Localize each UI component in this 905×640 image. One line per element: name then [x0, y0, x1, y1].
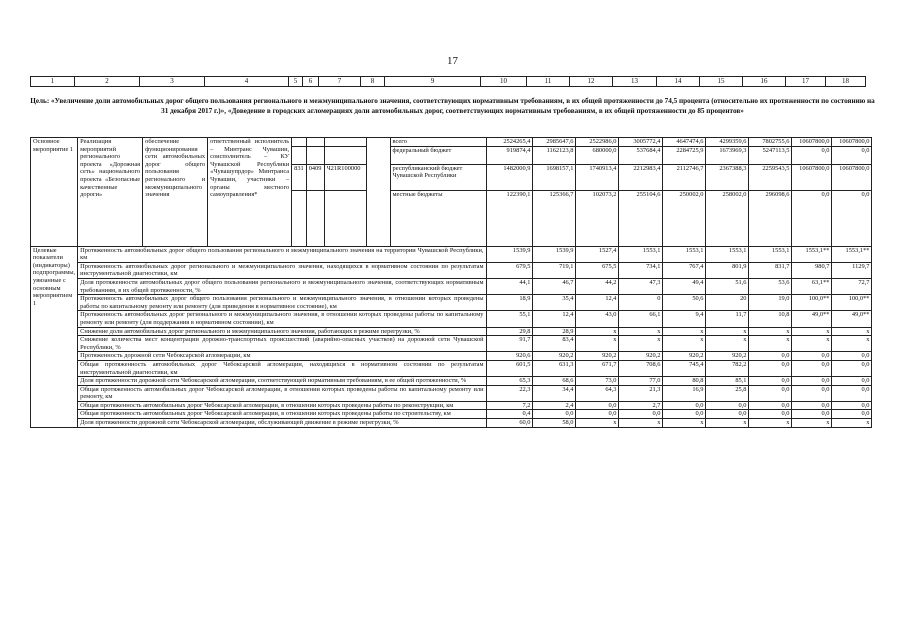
indicator-value: х — [831, 419, 871, 428]
indicator-value: 18,9 — [486, 295, 532, 311]
value-cell: 5247113,5 — [748, 146, 791, 164]
program-table — [30, 137, 872, 428]
indicator-value: х — [575, 327, 618, 336]
indicator-value: х — [575, 419, 618, 428]
indicator-value: 0,0 — [705, 401, 748, 410]
indicator-value: 68,6 — [532, 377, 575, 386]
indicator-value: 100,0** — [831, 295, 871, 311]
column-number: 17 — [786, 77, 826, 87]
section-code-empty — [306, 146, 324, 164]
indicator-value: 0,0 — [748, 360, 791, 376]
indicator-value: 0,0 — [748, 410, 791, 419]
indicator-value: 0,0 — [831, 377, 871, 386]
goal-text: Цель: «Увеличение доли автомобильных дорог общего пользования регионального и межмуниципального значения, соответствующих нормативным требованиям, в их общей протяженности до 74,5 процента (относительно их протяженности по состоянию на 31 декабря 2017 г.)», «Доведение в городских агломерациях доли автомобильных дорог, соответствующих нормативным требованиям, в их общей протяженности до 85 процентов» — [30, 97, 875, 115]
indicator-value: 73,0 — [575, 377, 618, 386]
indicator-value: 1553,1 — [618, 246, 662, 262]
column-number: 6 — [303, 77, 319, 87]
indicator-value: 44,1 — [486, 278, 532, 294]
value-cell: 2524265,4 — [486, 138, 532, 147]
indicator-value: 920,2 — [705, 352, 748, 361]
column-number: 2 — [75, 77, 140, 87]
indicator-value: 43,0 — [575, 311, 618, 327]
indicator-value: 34,4 — [532, 385, 575, 401]
indicator-name: Общая протяженность автомобильных дорог Чебоксарской агломерации, в отношении которых проведены работы по капитальному ремонту или ремонту, км — [78, 385, 486, 401]
indicator-value: 9,4 — [662, 311, 705, 327]
indicator-row — [31, 311, 872, 327]
value-cell: 919874,4 — [486, 146, 532, 164]
indicator-value: х — [618, 327, 662, 336]
indicator-value: 920,2 — [532, 352, 575, 361]
indicator-value: 10,8 — [748, 311, 791, 327]
indicator-value: 35,4 — [532, 295, 575, 311]
value-cell: 2985647,6 — [532, 138, 575, 147]
indicator-value: 64,3 — [575, 385, 618, 401]
indicator-value: х — [705, 419, 748, 428]
indicator-value: 831,7 — [748, 262, 791, 278]
indicator-value: 0,0 — [575, 410, 618, 419]
indicator-value: 0,0 — [791, 377, 831, 386]
value-cell: 4299359,6 — [705, 138, 748, 147]
section-code: 0409 — [306, 164, 324, 190]
indicator-row — [31, 410, 872, 419]
value-cell: 10607800,0 — [791, 164, 831, 190]
indicator-value: 16,9 — [662, 385, 705, 401]
indicator-value: 1539,9 — [532, 246, 575, 262]
indicator-row — [31, 419, 872, 428]
indicator-value: 12,4 — [575, 295, 618, 311]
indicator-value: 0,0 — [831, 401, 871, 410]
indicator-value: 980,7 — [791, 262, 831, 278]
indicator-value: 21,3 — [618, 385, 662, 401]
indicator-value: 1539,9 — [486, 246, 532, 262]
indicator-value: 72,7 — [831, 278, 871, 294]
indicator-value: 1553,1** — [791, 246, 831, 262]
indicator-value: х — [791, 327, 831, 336]
indicator-row — [31, 327, 872, 336]
indicator-value: х — [618, 419, 662, 428]
grbs-code: 831 — [292, 164, 307, 190]
indicator-value: 745,4 — [662, 360, 705, 376]
column-number-row — [30, 76, 866, 87]
funding-source: местные бюджеты — [390, 190, 486, 246]
funding-row — [31, 138, 872, 147]
value-cell: 10607800,0 — [791, 138, 831, 147]
column-number: 5 — [289, 77, 303, 87]
indicator-name: Протяженность автомобильных дорог общего пользования регионального и межмуниципального значения, в отношении которых проведены работы по капитальному ремонту или ремонту (для приведения в нормативное состояние), км — [78, 295, 486, 311]
expense-type — [366, 138, 390, 247]
indicator-value: 44,2 — [575, 278, 618, 294]
indicator-value: 679,5 — [486, 262, 532, 278]
indicator-value: 0,0 — [791, 385, 831, 401]
indicator-value: 0,0 — [748, 377, 791, 386]
target-article-empty — [324, 190, 366, 246]
value-cell: 1740913,4 — [575, 164, 618, 190]
indicator-row — [31, 401, 872, 410]
indicator-name: Снижение доли автомобильных дорог регионального и межмуниципального значения, работающих в режиме перегрузки, % — [78, 327, 486, 336]
column-number: 9 — [385, 77, 481, 87]
indicator-value: 2,7 — [618, 401, 662, 410]
indicator-value: 1553,1 — [662, 246, 705, 262]
value-cell: 102073,2 — [575, 190, 618, 246]
indicator-row — [31, 262, 872, 278]
indicator-value: 51,6 — [705, 278, 748, 294]
value-cell: 122390,1 — [486, 190, 532, 246]
event-name: Реализация мероприятий регионального проекта «Дорожная сеть» национального проекта «Безопасные качественные дороги» — [78, 138, 143, 247]
column-number: 15 — [700, 77, 743, 87]
indicator-name: Доля протяженности дорожной сети Чебоксарской агломерации, обслуживающей движение в режиме перегрузки, % — [78, 419, 486, 428]
indicator-value: 12,4 — [532, 311, 575, 327]
value-cell: 2212983,4 — [618, 164, 662, 190]
page-number: 17 — [447, 55, 458, 67]
indicator-value: 0,0 — [532, 410, 575, 419]
indicator-value: 0,0 — [748, 401, 791, 410]
value-cell: 125366,7 — [532, 190, 575, 246]
column-number: 11 — [527, 77, 570, 87]
indicator-name: Общая протяженность автомобильных дорог Чебоксарской агломерации, в отношении которых проведены работы по реконструкции, км — [78, 401, 486, 410]
indicator-value: 0,0 — [831, 360, 871, 376]
indicator-value: 49,0** — [791, 311, 831, 327]
indicator-value: 11,7 — [705, 311, 748, 327]
value-cell: 4647474,6 — [662, 138, 705, 147]
indicator-value: 601,5 — [486, 360, 532, 376]
indicator-value: 60,0 — [486, 419, 532, 428]
indicator-row — [31, 352, 872, 361]
indicator-value: 1553,1** — [831, 246, 871, 262]
indicator-value: 0 — [618, 295, 662, 311]
value-cell: 0,0 — [831, 190, 871, 246]
indicator-value: 55,1 — [486, 311, 532, 327]
indicator-value: 0,0 — [662, 401, 705, 410]
section-code-empty — [306, 138, 324, 147]
indicator-value: 0,0 — [662, 410, 705, 419]
indicator-value: 767,4 — [662, 262, 705, 278]
indicator-value: 19,0 — [748, 295, 791, 311]
indicator-value: 0,0 — [791, 401, 831, 410]
value-cell: 258002,0 — [705, 190, 748, 246]
indicator-value: 80,8 — [662, 377, 705, 386]
indicator-value: 29,8 — [486, 327, 532, 336]
column-number: 8 — [361, 77, 385, 87]
indicator-value: 920,2 — [618, 352, 662, 361]
indicator-value: х — [748, 419, 791, 428]
indicator-value: 49,4 — [662, 278, 705, 294]
indicator-value: 782,2 — [705, 360, 748, 376]
indicator-value: 49,0** — [831, 311, 871, 327]
column-number: 12 — [570, 77, 613, 87]
value-cell: 1162123,8 — [532, 146, 575, 164]
indicator-row — [31, 246, 872, 262]
indicator-value: 0,0 — [618, 410, 662, 419]
indicator-value: х — [618, 336, 662, 352]
indicator-name: Общая протяженность автомобильных дорог Чебоксарской агломерации, в отношении которых проведены работы по строительству, км — [78, 410, 486, 419]
column-number: 3 — [140, 77, 205, 87]
column-number: 10 — [481, 77, 527, 87]
indicator-name: Протяженность автомобильных дорог общего пользования регионального и межмуниципального значения на территории Чувашской Республики, км — [78, 246, 486, 262]
target-article: Ч21R100000 — [324, 164, 366, 190]
indicator-value: х — [748, 327, 791, 336]
value-cell: 2259543,5 — [748, 164, 791, 190]
value-cell: 1482000,9 — [486, 164, 532, 190]
indicator-value: х — [662, 327, 705, 336]
indicator-value: х — [662, 336, 705, 352]
column-number: 7 — [319, 77, 361, 87]
indicator-value: 77,0 — [618, 377, 662, 386]
indicator-value: 0,0 — [705, 410, 748, 419]
targets-label: Целевые показатели (индикаторы) подпрограммы, увязанные с основным мероприятием 1 — [31, 246, 78, 427]
indicator-value: 920,2 — [575, 352, 618, 361]
indicator-value: 46,7 — [532, 278, 575, 294]
column-number: 18 — [826, 77, 866, 87]
indicator-value: х — [575, 336, 618, 352]
indicator-value: 28,9 — [532, 327, 575, 336]
column-number: 13 — [613, 77, 657, 87]
indicator-name: Снижение количества мест концентрации дорожно-транспортных происшествий (аварийно-опасных участков) на дорожной сети Чувашской Республики, % — [78, 336, 486, 352]
indicator-value: х — [705, 327, 748, 336]
indicator-name: Протяженность дорожной сети Чебоксарской агломерации, км — [78, 352, 486, 361]
value-cell: 2112746,7 — [662, 164, 705, 190]
indicator-row — [31, 336, 872, 352]
funding-source: всего — [390, 138, 486, 147]
funding-source: республиканский бюджет Чувашской Республики — [390, 164, 486, 190]
value-cell: 0,0 — [791, 146, 831, 164]
value-cell: 1698157,1 — [532, 164, 575, 190]
indicator-value: 2,4 — [532, 401, 575, 410]
event-executors: ответственный исполнитель – Минтранс Чувашии, соисполнитель – КУ Чувашской Республики «Чувашупрдор» Минтранса Чувашии, участники – органы местного самоуправления* — [208, 138, 292, 247]
indicator-value: 1527,4 — [575, 246, 618, 262]
value-cell: 2367388,3 — [705, 164, 748, 190]
indicator-value: х — [791, 419, 831, 428]
funding-source: федеральный бюджет — [390, 146, 486, 164]
indicator-row — [31, 278, 872, 294]
indicator-value: 63,1** — [791, 278, 831, 294]
indicator-value: 734,1 — [618, 262, 662, 278]
target-article-empty — [324, 138, 366, 147]
column-number: 4 — [205, 77, 289, 87]
indicator-value: 708,6 — [618, 360, 662, 376]
indicator-name: Протяженность автомобильных дорог регионального и межмуниципального значения, в отношении которых проведены работы по капитальному ремонту или ремонту (для поддержания в нормативном состоянии), км — [78, 311, 486, 327]
event-label: Основное мероприятие 1 — [31, 138, 78, 247]
indicator-value: 25,8 — [705, 385, 748, 401]
indicator-value: 50,6 — [662, 295, 705, 311]
indicator-value: 53,6 — [748, 278, 791, 294]
value-cell: 3005772,4 — [618, 138, 662, 147]
indicator-value: 65,3 — [486, 377, 532, 386]
indicator-value: 47,3 — [618, 278, 662, 294]
indicator-value: 0,0 — [791, 352, 831, 361]
indicator-row — [31, 377, 872, 386]
indicator-value: 920,2 — [662, 352, 705, 361]
indicator-value: 0,0 — [748, 385, 791, 401]
indicator-value: 801,9 — [705, 262, 748, 278]
indicator-value: 85,1 — [705, 377, 748, 386]
column-number: 16 — [743, 77, 786, 87]
indicator-value: х — [705, 336, 748, 352]
value-cell: 250002,0 — [662, 190, 705, 246]
indicator-value: 0,4 — [486, 410, 532, 419]
indicator-name: Доля протяженности автомобильных дорог общего пользования регионального и межмуниципального значения, соответствующих нормативным требованиям, в их общей протяженности, % — [78, 278, 486, 294]
indicator-value: 20 — [705, 295, 748, 311]
indicator-value: 100,0** — [791, 295, 831, 311]
indicator-value: 66,1 — [618, 311, 662, 327]
indicator-value: 675,5 — [575, 262, 618, 278]
grbs-code-empty — [292, 146, 307, 164]
value-cell: 2522986,0 — [575, 138, 618, 147]
value-cell: 7802755,6 — [748, 138, 791, 147]
indicator-value: 0,0 — [791, 360, 831, 376]
indicator-value: х — [791, 336, 831, 352]
indicator-value: 0,0 — [575, 401, 618, 410]
value-cell: 680000,0 — [575, 146, 618, 164]
section-code-empty — [306, 190, 324, 246]
column-number: 1 — [31, 77, 75, 87]
value-cell: 0,0 — [831, 146, 871, 164]
indicator-value: 83,4 — [532, 336, 575, 352]
indicator-value: 1129,7 — [831, 262, 871, 278]
indicator-value: 631,3 — [532, 360, 575, 376]
target-article-empty — [324, 146, 366, 164]
indicator-name: Доля протяженности дорожной сети Чебоксарской агломерации, соответствующей нормативным требованиям, в ее общей протяженности, % — [78, 377, 486, 386]
value-cell: 10607800,0 — [831, 138, 871, 147]
indicator-row — [31, 295, 872, 311]
value-cell: 296098,6 — [748, 190, 791, 246]
value-cell: 10607800,0 — [831, 164, 871, 190]
value-cell: 0,0 — [791, 190, 831, 246]
value-cell: 1673969,3 — [705, 146, 748, 164]
indicator-value: 0,0 — [791, 410, 831, 419]
indicator-value: 91,7 — [486, 336, 532, 352]
indicator-value: 0,0 — [831, 352, 871, 361]
indicator-value: 920,6 — [486, 352, 532, 361]
value-cell: 2284725,9 — [662, 146, 705, 164]
indicator-value: 7,2 — [486, 401, 532, 410]
indicator-row — [31, 385, 872, 401]
indicator-value: х — [662, 419, 705, 428]
indicator-value: 1553,1 — [748, 246, 791, 262]
indicator-value: х — [831, 327, 871, 336]
event-task: обеспечение функционирования сети автомобильных дорог общего пользования регионального и межмуниципального значения — [143, 138, 208, 247]
indicator-value: 0,0 — [831, 410, 871, 419]
indicator-name: Общая протяженность автомобильных дорог Чебоксарской агломерации, находящихся в нормативном состоянии по результатам инструментальной диагностики, км — [78, 360, 486, 376]
indicator-value: 671,7 — [575, 360, 618, 376]
indicator-value: 0,0 — [748, 352, 791, 361]
indicator-value: 0,0 — [831, 385, 871, 401]
indicator-value: 58,0 — [532, 419, 575, 428]
grbs-code-empty — [292, 190, 307, 246]
indicator-value: х — [831, 336, 871, 352]
value-cell: 537684,4 — [618, 146, 662, 164]
indicator-value: 22,3 — [486, 385, 532, 401]
value-cell: 255104,6 — [618, 190, 662, 246]
indicator-value: х — [748, 336, 791, 352]
column-number: 14 — [657, 77, 700, 87]
indicator-value: 719,1 — [532, 262, 575, 278]
indicator-value: 1553,1 — [705, 246, 748, 262]
grbs-code-empty — [292, 138, 307, 147]
indicator-name: Протяженность автомобильных дорог регионального и межмуниципального значения, находящихся в нормативном состоянии по результатам инструментальной диагностики, км — [78, 262, 486, 278]
indicator-row — [31, 360, 872, 376]
